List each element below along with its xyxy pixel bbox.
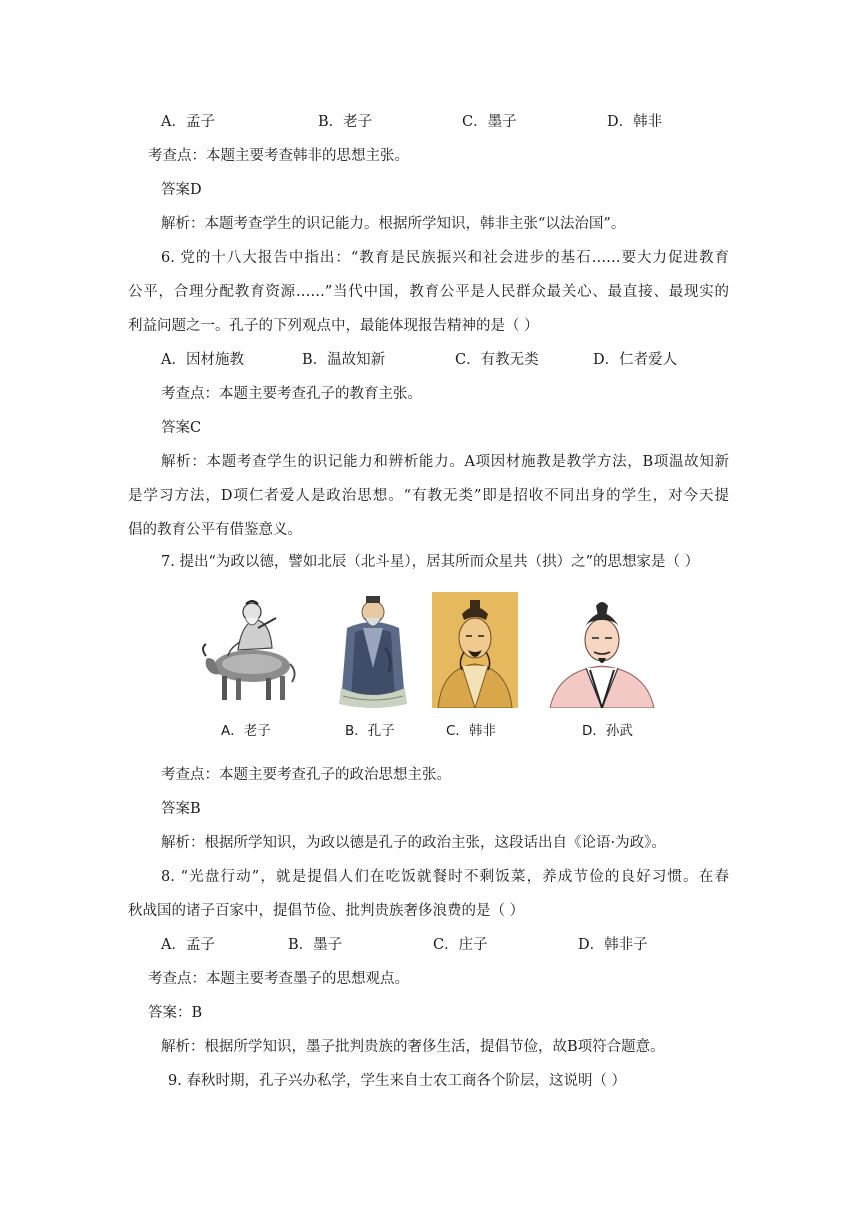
q8-stem-line-1: 8. “光盘行动”，就是提倡人们在吃饭就餐时不剩饭菜，养成节俭的良好习惯。在春 [161,869,729,885]
laozi-on-ox-image [200,588,300,708]
q8-stem-line-2: 秋战国的诸子百家中，提倡节俭、批判贵族奢侈浪费的是（ ） [128,903,525,919]
q6-option-d: D．仁者爱人 [593,352,678,368]
q7-caption-b: B．孔子 [345,723,395,739]
q8-option-d: D．韩非子 [578,937,648,953]
q6-stem-line-1: 6. 党的十八大报告中指出：“教育是民族振兴和社会进步的基石……要大力促进教育 [161,250,729,266]
q5-option-a: A．孟子 [161,114,215,130]
q7-caption-a: A．老子 [221,723,271,739]
q6-option-c: C．有教无类 [455,352,539,368]
q8-option-c: C．庄子 [433,937,488,953]
q6-answer: 答案C [161,420,202,436]
q9-stem: 9. 春秋时期，孔子兴办私学，学生来自士农工商各个阶层，这说明（ ） [168,1073,627,1089]
q7-stem: 7. 提出“为政以德，譬如北辰（北斗星），居其所而众星共（拱）之”的思想家是（ ） [161,554,700,570]
q6-option-a: A．因材施教 [161,352,244,368]
sun-wu-image [546,598,658,708]
q6-stem-line-2: 公平，合理分配教育资源……”当代中国，教育公平是人民群众最关心、最直接、最现实的 [128,284,729,300]
q7-caption-d: D．孙武 [582,723,633,739]
q5-exam-point: 考查点：本题主要考查韩非的思想主张。 [148,148,409,164]
q6-analysis-line-3: 倡的教育公平有借鉴意义。 [128,522,302,538]
q6-option-b: B．温故知新 [302,352,386,368]
q8-option-a: A．孟子 [161,937,215,953]
han-fei-image [432,592,518,708]
q8-option-b: B．墨子 [288,937,343,953]
q8-answer: 答案：B [148,1005,203,1021]
q5-analysis: 解析：本题考查学生的识记能力。根据所学知识，韩非主张“以法治国”。 [161,216,626,232]
q6-stem-line-3: 利益问题之一。孔子的下列观点中，最能体现报告精神的是（ ） [128,318,539,334]
q5-answer: 答案D [161,182,202,198]
confucius-image [333,588,413,710]
q5-option-b: B．老子 [318,114,373,130]
q5-option-d: D．韩非 [607,114,663,130]
q7-analysis: 解析：根据所学知识，为政以德是孔子的政治主张，这段话出自《论语·为政》。 [161,835,666,851]
q6-exam-point: 考查点：本题主要考查孔子的教育主张。 [161,386,422,402]
q6-analysis-line-1: 解析：本题考查学生的识记能力和辨析能力。A项因材施教是教学方法，B项温故知新 [161,454,729,470]
q5-option-c: C．墨子 [462,114,517,130]
q8-analysis: 解析：根据所学知识，墨子批判贵族的奢侈生活，提倡节俭，故B项符合题意。 [161,1039,665,1055]
q7-answer: 答案B [161,801,201,817]
q7-caption-c: C．韩非 [446,723,496,739]
q6-analysis-line-2: 是学习方法，D项仁者爱人是政治思想。“有教无类”即是招收不同出身的学生，对今天提 [128,488,729,504]
q8-exam-point: 考查点：本题主要考查墨子的思想观点。 [148,971,409,987]
q7-exam-point: 考查点：本题主要考查孔子的政治思想主张。 [161,767,451,783]
